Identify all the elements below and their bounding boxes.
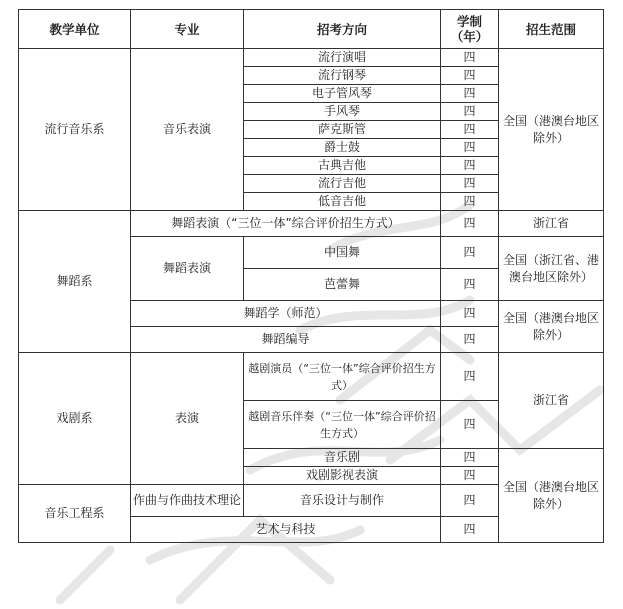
years-cell: 四 xyxy=(441,327,499,353)
direction-cell: 萨克斯管 xyxy=(244,121,441,139)
header-unit: 教学单位 xyxy=(19,10,131,49)
direction-cell: 芭蕾舞 xyxy=(244,269,441,301)
years-cell: 四 xyxy=(441,139,499,157)
unit-cell: 音乐工程系 xyxy=(19,485,131,543)
direction-cell: 音乐剧 xyxy=(244,449,441,467)
direction-cell: 电子管风琴 xyxy=(244,85,441,103)
years-cell: 四 xyxy=(441,67,499,85)
direction-cell: 舞蹈表演（“三位一体”综合评价招生方式） xyxy=(131,211,441,237)
unit-cell: 舞蹈系 xyxy=(19,211,131,353)
major-cell: 表演 xyxy=(131,353,244,485)
years-cell: 四 xyxy=(441,103,499,121)
years-cell: 四 xyxy=(441,85,499,103)
direction-cell: 流行钢琴 xyxy=(244,67,441,85)
unit-cell: 戏剧系 xyxy=(19,353,131,485)
admissions-table xyxy=(18,9,604,543)
direction-cell: 爵士鼓 xyxy=(244,139,441,157)
header-years: 学制（年） xyxy=(441,10,499,49)
scope-cell: 浙江省 xyxy=(499,211,604,237)
scope-cell: 全国（浙江省、港澳台地区除外） xyxy=(499,237,604,301)
years-cell: 四 xyxy=(441,121,499,139)
table-row xyxy=(19,49,604,67)
direction-cell: 古典吉他 xyxy=(244,157,441,175)
years-cell: 四 xyxy=(441,517,499,543)
years-cell: 四 xyxy=(441,175,499,193)
table-row xyxy=(19,211,604,237)
table-row xyxy=(19,353,604,401)
years-cell: 四 xyxy=(441,485,499,517)
direction-cell: 戏剧影视表演 xyxy=(244,467,441,485)
direction-cell: 越剧演员（“三位一体”综合评价招生方式） xyxy=(244,353,441,401)
direction-cell: 流行吉他 xyxy=(244,175,441,193)
major-cell: 音乐表演 xyxy=(131,49,244,211)
years-cell: 四 xyxy=(441,301,499,327)
direction-cell: 音乐设计与制作 xyxy=(244,485,441,517)
direction-cell: 流行演唱 xyxy=(244,49,441,67)
direction-cell: 舞蹈学（师范） xyxy=(131,301,441,327)
header-direction: 招考方向 xyxy=(244,10,441,49)
header-row xyxy=(19,10,604,49)
scope-cell: 全国（港澳台地区除外） xyxy=(499,301,604,353)
direction-cell: 舞蹈编导 xyxy=(131,327,441,353)
years-cell: 四 xyxy=(441,353,499,401)
scope-cell: 全国（港澳台地区除外） xyxy=(499,449,604,543)
unit-cell: 流行音乐系 xyxy=(19,49,131,211)
years-cell: 四 xyxy=(441,237,499,269)
header-scope: 招生范围 xyxy=(499,10,604,49)
direction-cell: 中国舞 xyxy=(244,237,441,269)
years-cell: 四 xyxy=(441,193,499,211)
years-cell: 四 xyxy=(441,49,499,67)
years-cell: 四 xyxy=(441,467,499,485)
direction-cell: 手风琴 xyxy=(244,103,441,121)
major-cell: 作曲与作曲技术理论 xyxy=(131,485,244,517)
years-cell: 四 xyxy=(441,211,499,237)
direction-cell: 低音吉他 xyxy=(244,193,441,211)
years-cell: 四 xyxy=(441,449,499,467)
years-cell: 四 xyxy=(441,269,499,301)
major-cell: 舞蹈表演 xyxy=(131,237,244,301)
years-cell: 四 xyxy=(441,157,499,175)
direction-cell: 艺术与科技 xyxy=(131,517,441,543)
direction-cell: 越剧音乐伴奏（“三位一体”综合评价招生方式） xyxy=(244,401,441,449)
scope-cell: 全国（港澳台地区除外） xyxy=(499,49,604,211)
scope-cell: 浙江省 xyxy=(499,353,604,449)
years-cell: 四 xyxy=(441,401,499,449)
header-major: 专业 xyxy=(131,10,244,49)
